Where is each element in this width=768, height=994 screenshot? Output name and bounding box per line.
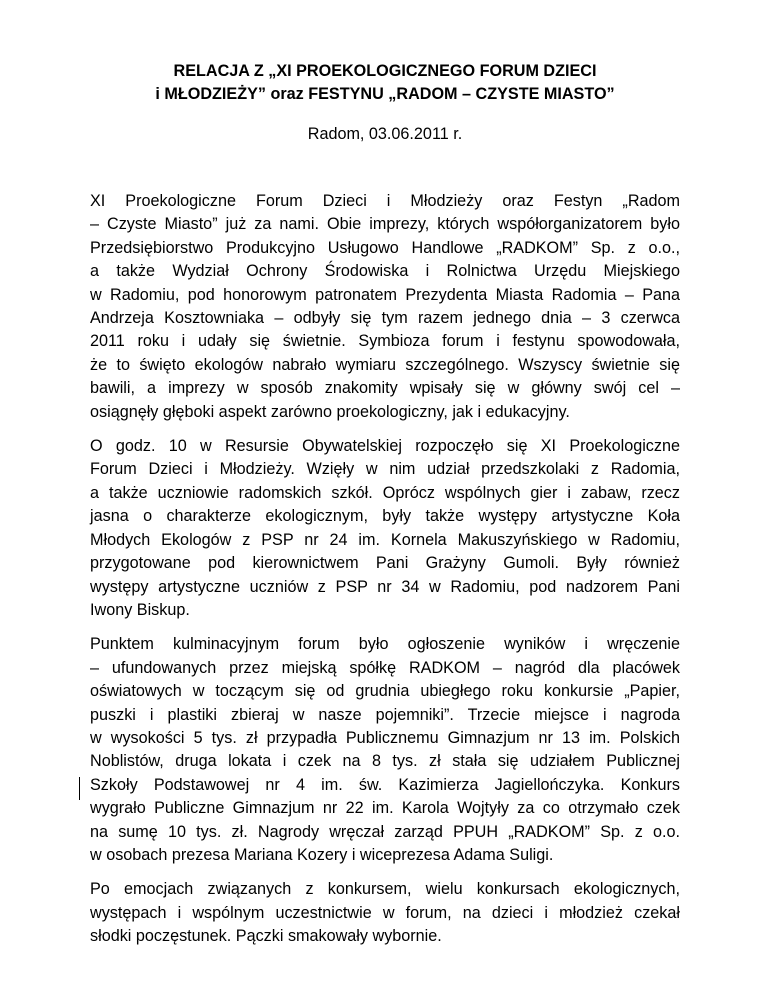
paragraph-line: na sumę 10 tys. zł. Nagrody wręczał zarząd PPUH „RADKOM” Sp. z o.o. [90,822,680,841]
paragraph-line: występach i wspólnym uczestnictwie w forum, na dzieci i młodzież czekał [90,903,680,922]
paragraph-line: Przedsiębiorstwo Produkcyjno Usługowo Handlowe „RADKOM” Sp. z o.o., [90,238,680,257]
paragraph-line: Szkoły Podstawowej nr 4 im. św. Kazimierza Jagiellończyka. Konkurs [90,775,680,794]
paragraph-line: 2011 roku i udały się świetnie. Symbioza forum i festynu spowodowała, [90,332,680,351]
paragraph-line: występy artystyczne uczniów z PSP nr 34 w Radomiu, pod nadzorem Pani [90,577,680,596]
article-body [90,190,680,949]
paragraph-line: puszki i plastiki zbieraj w nasze pojemniki”. Trzecie miejsce i nagroda [90,705,680,724]
paragraph-line: oświatowych w toczącym się od grudnia ubiegłego roku konkursie „Papier, [90,682,680,701]
paragraph-line: bawili, a imprezy w sposób znakomity wpisały się w główny swój cel – [90,379,680,398]
title-line-1: RELACJA Z „XI PROEKOLOGICZNEGO FORUM DZIECI [173,62,597,80]
dateline: Radom, 03.06.2011 r. [307,125,463,143]
paragraph-line: Po emocjach związanych z konkursem, wielu konkursach ekologicznych, [90,880,680,899]
title-line-2: i MŁODZIEŻY” oraz FESTYNU „RADOM – CZYSTE MIASTO” [155,85,615,103]
paragraph-line: Iwony Biskup. [90,600,190,619]
paragraph-line: przygotowane pod kierownictwem Pani Grażyny Gumoli. Były również [90,554,680,573]
paragraph-line: a także Wydział Ochrony Środowiska i Rolnictwa Urzędu Miejskiego [90,262,680,281]
paragraph-4 [90,878,680,948]
paragraph-line: Andrzeja Kosztowniaka – odbyły się tym razem jednego dnia – 3 czerwca [90,309,680,328]
paragraph-line: jasna o charakterze ekologicznym, były także występy artystyczne Koła [90,507,680,526]
paragraph-line: – Czyste Miasto” już za nami. Obie imprezy, których współorganizatorem było [90,215,680,234]
paragraph-line: w Radomiu, pod honorowym patronatem Prezydenta Miasta Radomia – Pana [90,285,680,304]
paragraph-line: Noblistów, druga lokata i czek na 8 tys. zł stała się udziałem Publicznej [90,752,680,771]
paragraph-3 [90,633,680,867]
paragraph-line: Forum Dzieci i Młodzieży. Wzięły w nim udział przedszkolaki z Radomia, [90,460,680,479]
paragraph-line: słodki poczęstunek. Pączki smakowały wybornie. [90,927,442,946]
paragraph-line: XI Proekologiczne Forum Dzieci i Młodzieży oraz Festyn „Radom [90,192,680,210]
paragraph-1 [90,190,680,424]
paragraph-line: a także uczniowie radomskich szkół. Oprócz wspólnych gier i zabaw, rzecz [90,483,680,502]
paragraph-line: – ufundowanych przez miejską spółkę RADKOM – nagród dla placówek [90,658,680,677]
paragraph-line: wygrało Publiczne Gimnazjum nr 22 im. Karola Wojtyły za co otrzymało czek [90,799,680,818]
paragraph-line: osiągnęły głęboki aspekt zarówno proekologiczny, jak i edukacyjny. [90,402,570,421]
paragraph-line: Młodych Ekologów z PSP nr 24 im. Kornela Makuszyńskiego w Radomiu, [90,530,680,549]
document-title [90,60,680,106]
paragraph-line: że to święto ekologów nabrało wymiaru szczególnego. Wszyscy świetnie się [90,355,680,374]
paragraph-line: O godz. 10 w Resursie Obywatelskiej rozpoczęło się XI Proekologiczne [90,437,680,456]
paragraph-line: w osobach prezesa Mariana Kozery i wiceprezesa Adama Suligi. [90,845,554,864]
document-page [90,60,680,960]
paragraph-line: w wysokości 5 tys. zł przypadła Publicznemu Gimnazjum nr 13 im. Polskich [90,728,680,747]
paragraph-line: Punktem kulminacyjnym forum było ogłoszenie wyników i wręczenie [90,635,680,654]
paragraph-2 [90,435,680,622]
revision-change-bar [79,777,80,800]
